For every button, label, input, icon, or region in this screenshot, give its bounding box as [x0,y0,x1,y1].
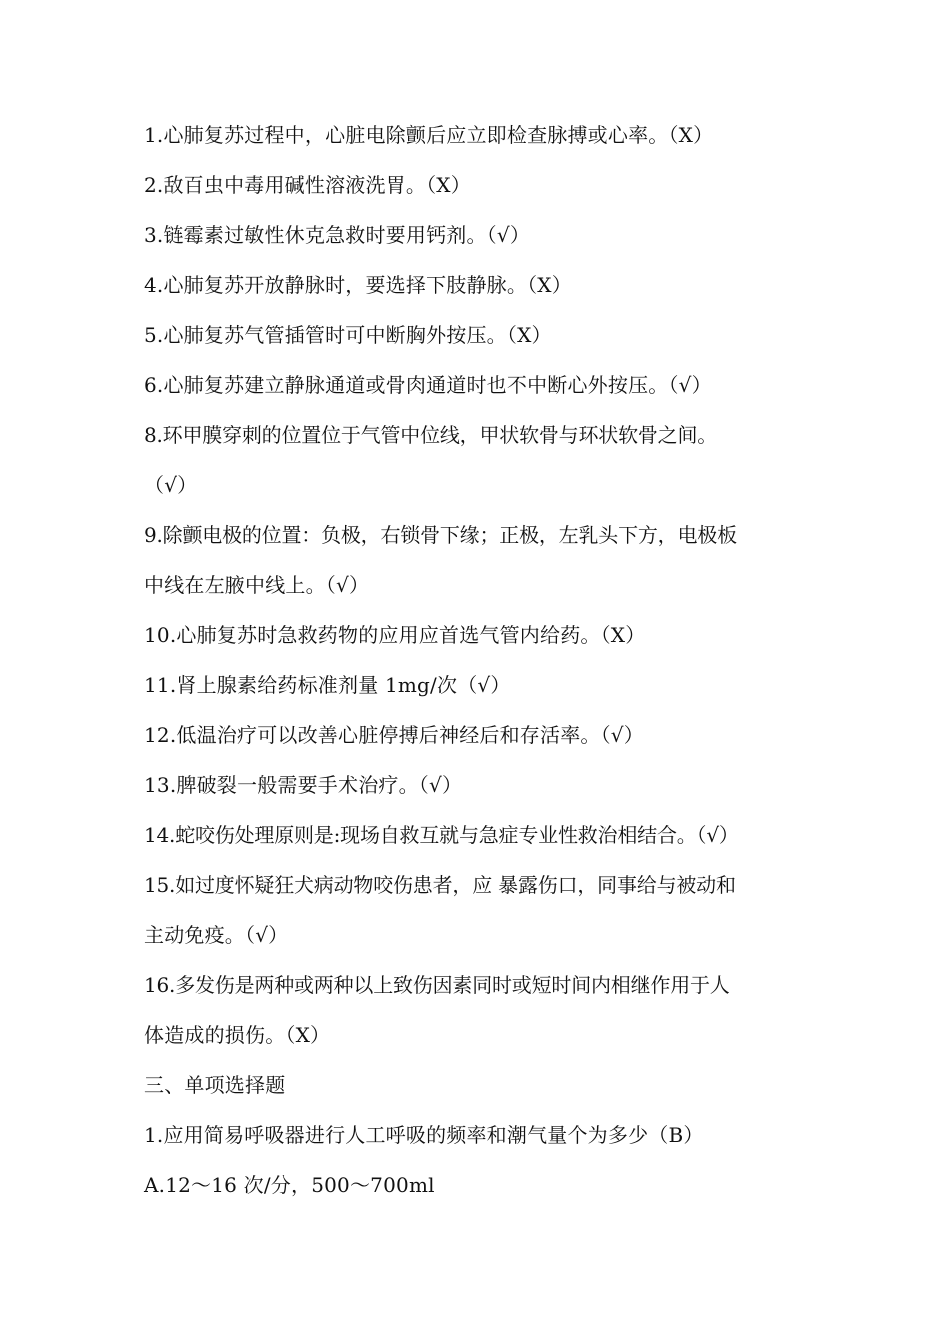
tf-item-16-continued: 体造成的损伤。（X） [144,1023,331,1047]
tf-item-1: 1.心肺复苏过程中，心脏电除颤后应立即检查脉搏或心率。（X） [144,123,714,147]
tf-item-16: 16.多发伤是两种或两种以上致伤因素同时或短时间内相继作用于人 [144,973,730,997]
tf-item-5: 5.心肺复苏气管插管时可中断胸外按压。（X） [144,323,552,347]
tf-item-8-answer: （√） [144,473,198,497]
tf-item-9-continued: 中线在左腋中线上。（√） [144,573,370,597]
mc-question-1-option-a: A.12～16 次/分，500～700ml [144,1173,435,1197]
document-body [144,117,814,1217]
section-heading-single-choice: 三、单项选择题 [144,1073,286,1097]
tf-item-15: 15.如过度怀疑狂犬病动物咬伤患者，应 暴露伤口，同事给与被动和 [144,873,736,897]
tf-item-4: 4.心肺复苏开放静脉时，要选择下肢静脉。（X） [144,273,572,297]
tf-item-11: 11.肾上腺素给药标准剂量 1mg/次（√） [144,673,511,697]
mc-question-1: 1.应用简易呼吸器进行人工呼吸的频率和潮气量个为多少（B） [144,1123,704,1147]
tf-item-14: 14.蛇咬伤处理原则是:现场自救互就与急症专业性救治相结合。（√） [144,823,739,847]
tf-item-8: 8.环甲膜穿刺的位置位于气管中位线，甲状软骨与环状软骨之间。 [144,423,718,447]
tf-item-3: 3.链霉素过敏性休克急救时要用钙剂。（√） [144,223,531,247]
tf-item-9: 9.除颤电极的位置：负极，右锁骨下缘；正极，左乳头下方，电极板 [144,523,737,547]
tf-item-2: 2.敌百虫中毒用碱性溶液洗胃。（X） [144,173,471,197]
tf-item-6: 6.心肺复苏建立静脉通道或骨肉通道时也不中断心外按压。（√） [144,373,712,397]
tf-item-15-continued: 主动免疫。（√） [144,923,289,947]
tf-item-10: 10.心肺复苏时急救药物的应用应首选气管内给药。（X） [144,623,646,647]
tf-item-12: 12.低温治疗可以改善心脏停搏后神经后和存活率。（√） [144,723,644,747]
tf-item-13: 13.脾破裂一般需要手术治疗。（√） [144,773,463,797]
